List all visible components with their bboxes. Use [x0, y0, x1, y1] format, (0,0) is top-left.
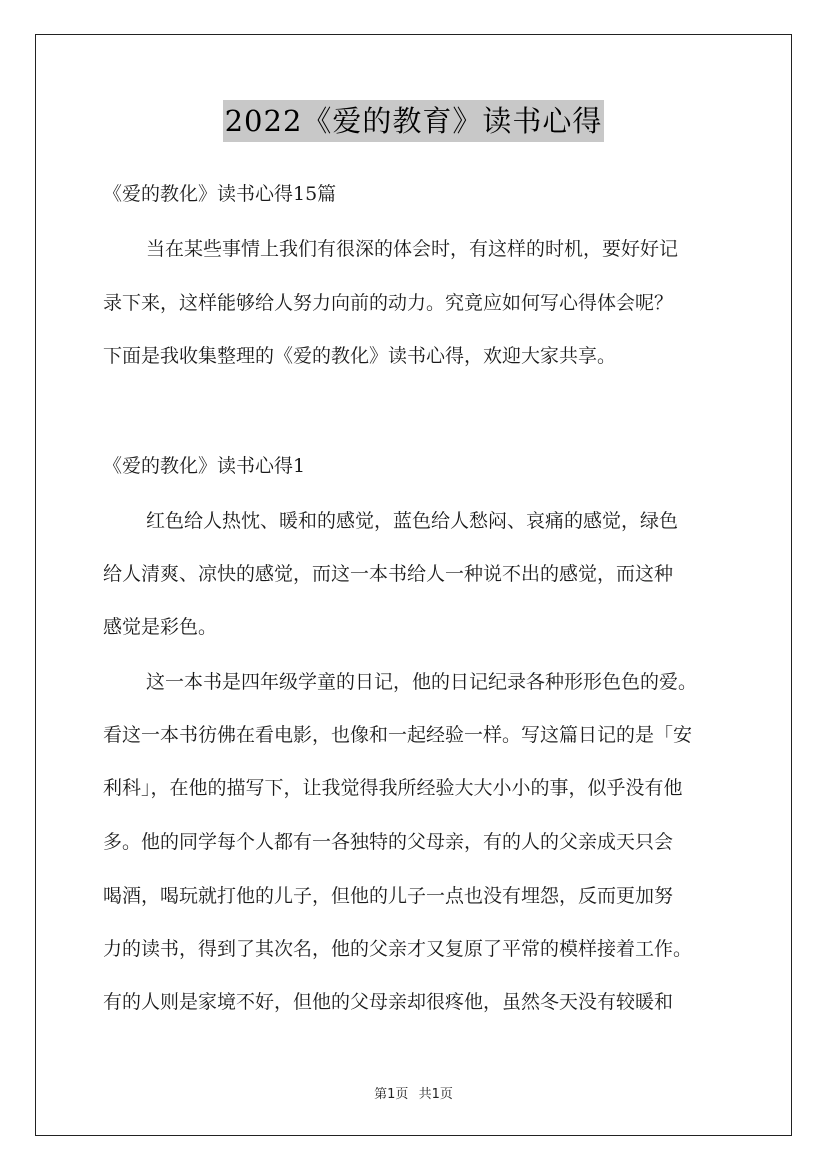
document-title: 2022《爱的教育》读书心得 [223, 100, 605, 142]
paragraph-line: 给人清爽、凉快的感觉，而这一本书给人一种说不出的感觉，而这种 [103, 563, 674, 585]
document-subtitle: 《爱的教化》读书心得15篇 [103, 183, 337, 205]
page-number: 第1页 [374, 1087, 409, 1102]
title-container [0, 100, 827, 142]
paragraph-line: 这一本书是四年级学童的日记，他的日记纪录各种形形色色的爱。 [146, 671, 698, 693]
paragraph-line: 利科」，在他的描写下，让我觉得我所经验大大小小的事，似乎没有他 [103, 777, 683, 799]
total-pages: 共1页 [418, 1087, 453, 1102]
paragraph-line: 感觉是彩色。 [103, 616, 218, 638]
paragraph-line: 多。他的同学每个人都有一各独特的父母亲，有的人的父亲成天只会 [103, 831, 674, 853]
intro-line: 录下来，这样能够给人努力向前的动力。究竟应如何写心得体会呢？ [103, 292, 674, 314]
paragraph-line: 喝酒，喝玩就打他的儿子，但他的儿子一点也没有埋怨，反而更加努 [103, 885, 674, 907]
page-footer [0, 1083, 827, 1102]
paragraph-line: 红色给人热忱、暖和的感觉，蓝色给人愁闷、哀痛的感觉，绿色 [146, 510, 679, 532]
paragraph-line: 看这一本书彷佛在看电影，也像和一起经验一样。写这篇日记的是「安 [103, 724, 693, 746]
section-heading: 《爱的教化》读书心得1 [103, 455, 306, 477]
paragraph-line: 有的人则是家境不好，但他的父母亲却很疼他，虽然冬天没有较暖和 [103, 991, 674, 1013]
paragraph-line: 力的读书，得到了其次名，他的父亲才又复原了平常的模样接着工作。 [103, 938, 693, 960]
intro-line: 当在某些事情上我们有很深的体会时，有这样的时机，要好好记 [146, 238, 679, 260]
intro-line: 下面是我收集整理的《爱的教化》读书心得，欢迎大家共享。 [103, 345, 617, 367]
